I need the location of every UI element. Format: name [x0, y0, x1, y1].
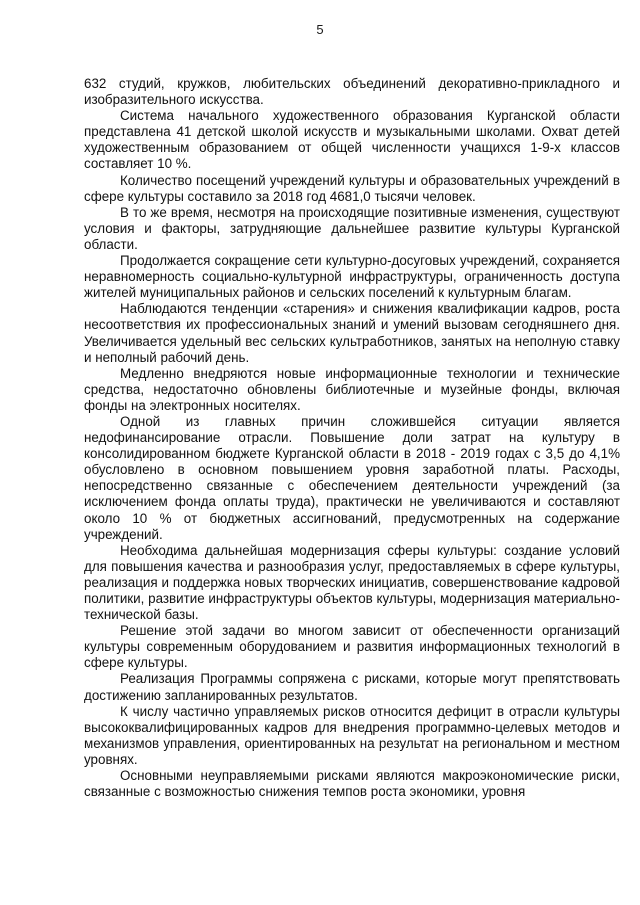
paragraph: Продолжается сокращение сети культурно-досуговых учреждений, сохраняется неравномерность социально-культурной инфраструктуры, ограниченность доступа жителей муниципальных районов и сельских поселений к культурным благам. [84, 253, 620, 301]
paragraph: Система начального художественного образования Курганской области представлена 41 детской школой искусств и музыкальными школами. Охват детей художественным образованием от общей численности учащихся 1-9-х классов составляет 10 %. [84, 108, 620, 172]
paragraph: Медленно внедряются новые информационные технологии и технические средства, недостаточно обновлены библиотечные и музейные фонды, включая фонды на электронных носителях. [84, 365, 620, 413]
paragraph: Одной из главных причин сложившейся ситуации является недофинансирование отрасли. Повышение доли затрат на культуру в консолидированном бюджете Курганской области в 2018 - 2019 годах с 3,5 до 4,1% обусловлено в основном повышением уровня заработной платы. Расходы, непосредственно связанные с обеспечением деятельности учреждений (за исключением фонда оплаты труда), практически не увеличиваются и составляют около 10 % от бюджетных ассигнований, предусмотренных на содержание учреждений. [84, 413, 620, 542]
document-body [84, 76, 620, 800]
paragraph: Реализация Программы сопряжена с рисками, которые могут препятствовать достижению запланированных результатов. [84, 671, 620, 703]
paragraph: 632 студий, кружков, любительских объединений декоративно-прикладного и изобразительного искусства. [84, 76, 620, 108]
paragraph: Основными неуправляемыми рисками являются макроэкономические риски, связанные с возможностью снижения темпов роста экономики, уровня [84, 768, 620, 800]
paragraph: Необходима дальнейшая модернизация сферы культуры: создание условий для повышения качества и разнообразия услуг, предоставляемых в сфере культуры, реализация и поддержка новых творческих инициатив, совершенствование кадровой политики, развитие инфраструктуры объектов культуры, модернизация материально-технической базы. [84, 542, 620, 623]
paragraph: Наблюдаются тенденции «старения» и снижения квалификации кадров, роста несоответствия их профессиональных знаний и умений вызовам сегодняшнего дня. Увеличивается удельный вес сельских культработников, занятых на неполную ставку и неполный рабочий день. [84, 301, 620, 365]
paragraph: В то же время, несмотря на происходящие позитивные изменения, существуют условия и факторы, затрудняющие дальнейшее развитие культуры Курганской области. [84, 204, 620, 252]
paragraph: Количество посещений учреждений культуры и образовательных учреждений в сфере культуры составило за 2018 год 4681,0 тысячи человек. [84, 172, 620, 204]
paragraph: Решение этой задачи во многом зависит от обеспеченности организаций культуры современным оборудованием и развития информационных технологий в сфере культуры. [84, 623, 620, 671]
page-number: 5 [316, 22, 324, 37]
paragraph: К числу частично управляемых рисков относится дефицит в отрасли культуры высококвалифицированных кадров для внедрения программно-целевых методов и механизмов управления, ориентированных на результат на региональном и местном уровнях. [84, 703, 620, 767]
